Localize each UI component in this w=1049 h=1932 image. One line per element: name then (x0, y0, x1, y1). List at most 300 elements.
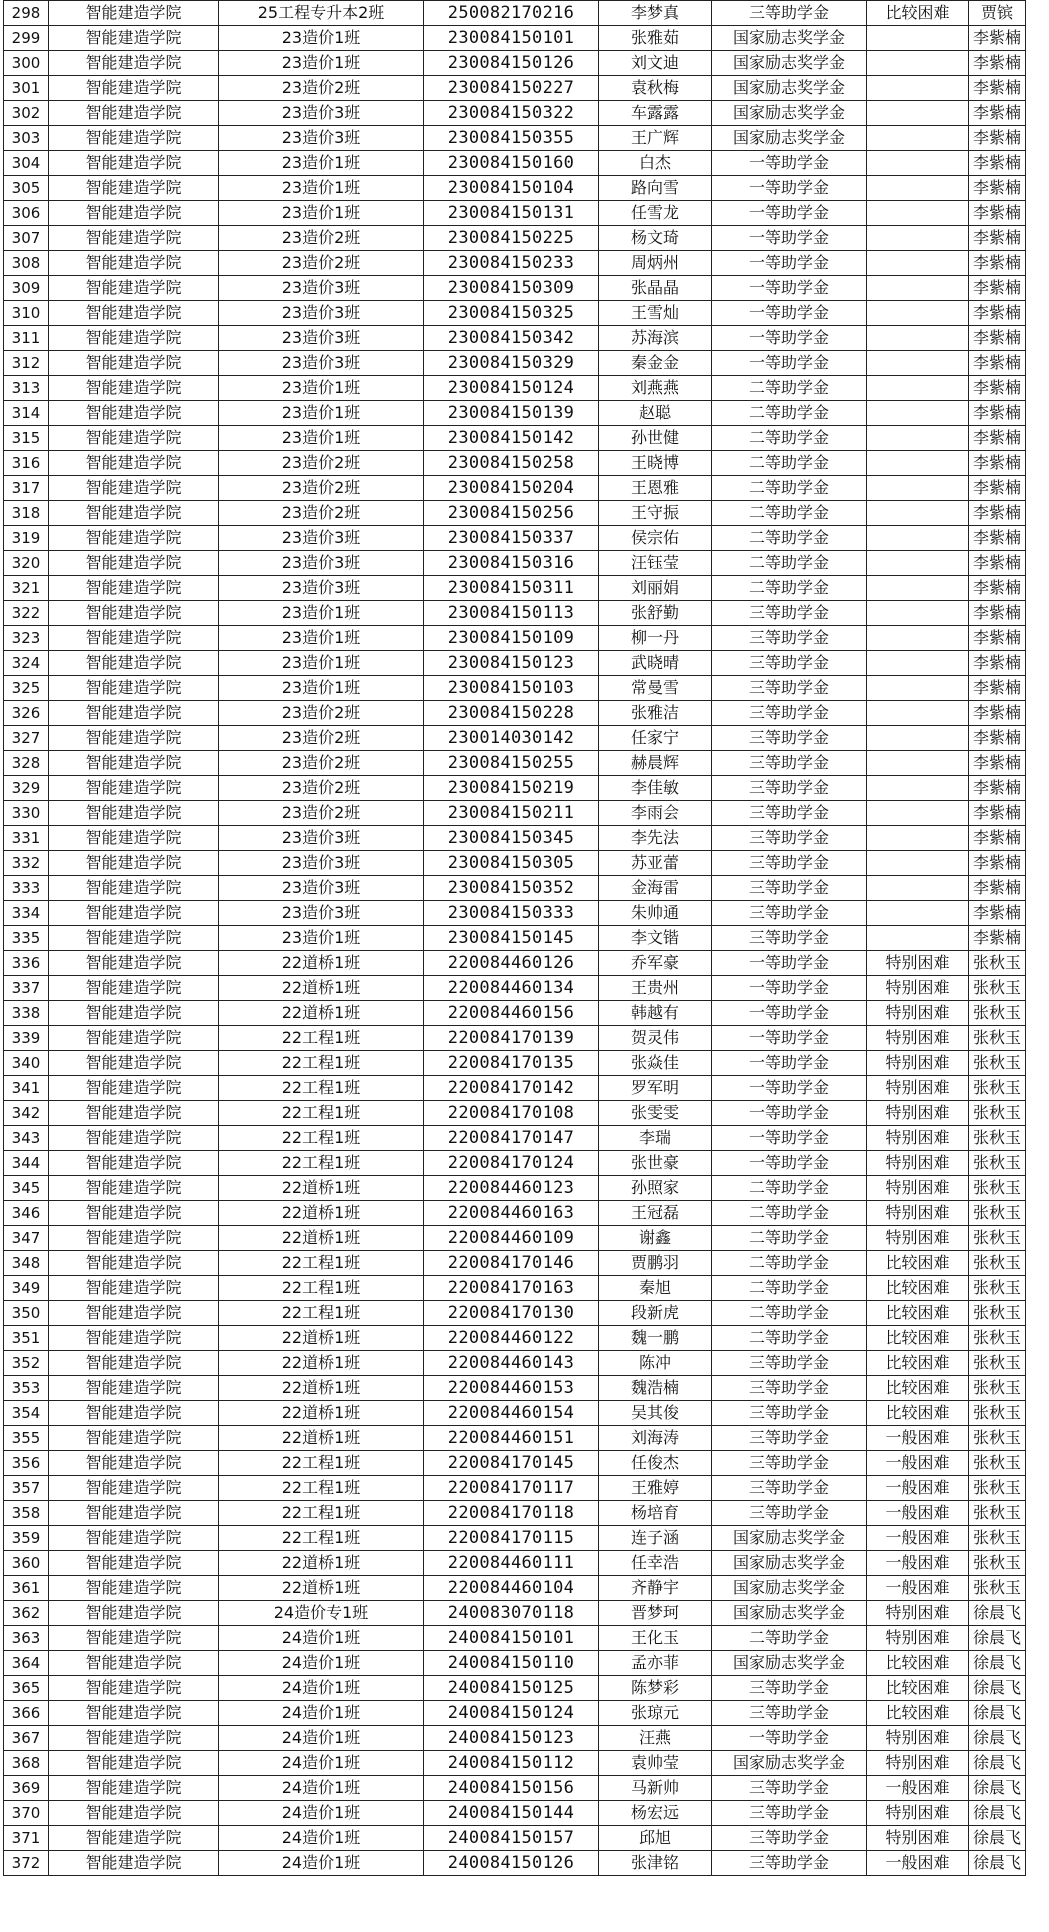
cell-difficulty (867, 701, 969, 726)
table-row (4, 1351, 1026, 1376)
cell-award: 国家励志奖学金 (712, 1651, 867, 1676)
cell-difficulty: 比较困难 (867, 1251, 969, 1276)
table-row (4, 1, 1026, 26)
cell-college: 智能建造学院 (49, 1626, 219, 1651)
cell-award: 三等助学金 (712, 801, 867, 826)
cell-name: 张世豪 (599, 1151, 712, 1176)
cell-difficulty (867, 426, 969, 451)
cell-counselor: 徐晨飞 (969, 1626, 1026, 1651)
cell-college: 智能建造学院 (49, 1726, 219, 1751)
cell-award: 一等助学金 (712, 1076, 867, 1101)
table-row (4, 426, 1026, 451)
cell-difficulty (867, 576, 969, 601)
cell-class: 22工程1班 (219, 1026, 424, 1051)
cell-student-id: 230084150256 (424, 501, 599, 526)
cell-student-id: 230084150131 (424, 201, 599, 226)
cell-class: 23造价3班 (219, 526, 424, 551)
cell-index: 360 (4, 1551, 49, 1576)
cell-class: 23造价3班 (219, 551, 424, 576)
cell-difficulty: 比较困难 (867, 1676, 969, 1701)
cell-name: 杨宏远 (599, 1801, 712, 1826)
cell-class: 23造价3班 (219, 826, 424, 851)
cell-name: 周炳州 (599, 251, 712, 276)
cell-index: 344 (4, 1151, 49, 1176)
cell-name: 苏亚蕾 (599, 851, 712, 876)
cell-name: 马新帅 (599, 1776, 712, 1801)
cell-index: 372 (4, 1851, 49, 1876)
cell-college: 智能建造学院 (49, 1451, 219, 1476)
cell-class: 23造价1班 (219, 401, 424, 426)
cell-college: 智能建造学院 (49, 1776, 219, 1801)
cell-name: 刘丽娟 (599, 576, 712, 601)
cell-difficulty (867, 876, 969, 901)
table-row (4, 451, 1026, 476)
cell-counselor: 李紫楠 (969, 226, 1026, 251)
table-row (4, 1376, 1026, 1401)
cell-name: 张琼元 (599, 1701, 712, 1726)
cell-class: 23造价2班 (219, 726, 424, 751)
cell-index: 337 (4, 976, 49, 1001)
cell-name: 罗军明 (599, 1076, 712, 1101)
cell-student-id: 220084460163 (424, 1201, 599, 1226)
table-row (4, 1476, 1026, 1501)
cell-student-id: 230084150142 (424, 426, 599, 451)
cell-name: 韩越有 (599, 1001, 712, 1026)
cell-class: 23造价1班 (219, 201, 424, 226)
cell-college: 智能建造学院 (49, 701, 219, 726)
cell-name: 刘文迪 (599, 51, 712, 76)
cell-counselor: 李紫楠 (969, 751, 1026, 776)
cell-index: 316 (4, 451, 49, 476)
cell-college: 智能建造学院 (49, 1676, 219, 1701)
cell-student-id: 230084150337 (424, 526, 599, 551)
cell-award: 国家励志奖学金 (712, 76, 867, 101)
cell-student-id: 220084170135 (424, 1051, 599, 1076)
cell-class: 22工程1班 (219, 1051, 424, 1076)
cell-student-id: 230084150345 (424, 826, 599, 851)
cell-student-id: 220084170115 (424, 1526, 599, 1551)
cell-index: 367 (4, 1726, 49, 1751)
cell-student-id: 220084460156 (424, 1001, 599, 1026)
cell-difficulty (867, 776, 969, 801)
table-row (4, 676, 1026, 701)
cell-award: 三等助学金 (712, 1826, 867, 1851)
cell-class: 23造价1班 (219, 176, 424, 201)
cell-name: 李梦真 (599, 1, 712, 26)
table-row (4, 1201, 1026, 1226)
cell-name: 杨培育 (599, 1501, 712, 1526)
cell-student-id: 240084150123 (424, 1726, 599, 1751)
cell-award: 一等助学金 (712, 951, 867, 976)
cell-name: 王广辉 (599, 126, 712, 151)
cell-award: 三等助学金 (712, 701, 867, 726)
cell-index: 302 (4, 101, 49, 126)
cell-counselor: 李紫楠 (969, 26, 1026, 51)
cell-award: 三等助学金 (712, 1401, 867, 1426)
cell-college: 智能建造学院 (49, 1276, 219, 1301)
cell-student-id: 250082170216 (424, 1, 599, 26)
cell-difficulty: 一般困难 (867, 1451, 969, 1476)
cell-counselor: 徐晨飞 (969, 1751, 1026, 1776)
cell-college: 智能建造学院 (49, 1251, 219, 1276)
cell-student-id: 220084170145 (424, 1451, 599, 1476)
cell-name: 刘海涛 (599, 1426, 712, 1451)
table-row (4, 1076, 1026, 1101)
table-row (4, 1801, 1026, 1826)
cell-student-id: 230084150123 (424, 651, 599, 676)
cell-index: 366 (4, 1701, 49, 1726)
cell-name: 乔军豪 (599, 951, 712, 976)
cell-index: 309 (4, 276, 49, 301)
cell-student-id: 240084150156 (424, 1776, 599, 1801)
cell-college: 智能建造学院 (49, 1426, 219, 1451)
cell-college: 智能建造学院 (49, 1851, 219, 1876)
table-row (4, 401, 1026, 426)
cell-student-id: 220084460109 (424, 1226, 599, 1251)
cell-counselor: 张秋玉 (969, 1401, 1026, 1426)
cell-class: 22工程1班 (219, 1526, 424, 1551)
table-row (4, 51, 1026, 76)
cell-college: 智能建造学院 (49, 1651, 219, 1676)
cell-index: 315 (4, 426, 49, 451)
cell-name: 张雯雯 (599, 1101, 712, 1126)
cell-counselor: 李紫楠 (969, 551, 1026, 576)
cell-student-id: 240084150124 (424, 1701, 599, 1726)
cell-name: 李佳敏 (599, 776, 712, 801)
table-row (4, 1126, 1026, 1151)
cell-index: 354 (4, 1401, 49, 1426)
cell-counselor: 张秋玉 (969, 1301, 1026, 1326)
cell-counselor: 李紫楠 (969, 876, 1026, 901)
cell-index: 349 (4, 1276, 49, 1301)
table-row (4, 1401, 1026, 1426)
cell-difficulty (867, 101, 969, 126)
cell-difficulty: 比较困难 (867, 1276, 969, 1301)
cell-class: 24造价1班 (219, 1726, 424, 1751)
cell-student-id: 230084150305 (424, 851, 599, 876)
cell-difficulty (867, 151, 969, 176)
cell-name: 常曼雪 (599, 676, 712, 701)
cell-class: 24造价1班 (219, 1751, 424, 1776)
cell-difficulty: 特别困难 (867, 1801, 969, 1826)
cell-index: 357 (4, 1476, 49, 1501)
cell-award: 一等助学金 (712, 1151, 867, 1176)
cell-student-id: 240083070118 (424, 1601, 599, 1626)
cell-class: 24造价1班 (219, 1801, 424, 1826)
cell-student-id: 230084150316 (424, 551, 599, 576)
cell-college: 智能建造学院 (49, 1001, 219, 1026)
cell-name: 张晶晶 (599, 276, 712, 301)
cell-counselor: 张秋玉 (969, 1451, 1026, 1476)
table-row (4, 926, 1026, 951)
cell-index: 369 (4, 1776, 49, 1801)
cell-difficulty (867, 801, 969, 826)
cell-index: 308 (4, 251, 49, 276)
cell-counselor: 李紫楠 (969, 601, 1026, 626)
cell-index: 371 (4, 1826, 49, 1851)
cell-college: 智能建造学院 (49, 1801, 219, 1826)
cell-counselor: 李紫楠 (969, 501, 1026, 526)
cell-counselor: 徐晨飞 (969, 1801, 1026, 1826)
cell-student-id: 230084150104 (424, 176, 599, 201)
cell-class: 22道桥1班 (219, 1376, 424, 1401)
cell-counselor: 李紫楠 (969, 801, 1026, 826)
cell-difficulty: 比较困难 (867, 1326, 969, 1351)
cell-student-id: 230084150139 (424, 401, 599, 426)
table-row (4, 1826, 1026, 1851)
cell-college: 智能建造学院 (49, 301, 219, 326)
cell-college: 智能建造学院 (49, 251, 219, 276)
cell-index: 338 (4, 1001, 49, 1026)
table-row (4, 26, 1026, 51)
cell-award: 一等助学金 (712, 276, 867, 301)
table-row (4, 1501, 1026, 1526)
cell-student-id: 230084150322 (424, 101, 599, 126)
cell-index: 299 (4, 26, 49, 51)
cell-college: 智能建造学院 (49, 1176, 219, 1201)
spreadsheet (3, 0, 1046, 1876)
cell-award: 二等助学金 (712, 1626, 867, 1651)
cell-difficulty: 特别困难 (867, 976, 969, 1001)
cell-class: 23造价3班 (219, 901, 424, 926)
cell-college: 智能建造学院 (49, 1076, 219, 1101)
cell-index: 317 (4, 476, 49, 501)
cell-college: 智能建造学院 (49, 776, 219, 801)
cell-college: 智能建造学院 (49, 1376, 219, 1401)
table-row (4, 876, 1026, 901)
cell-index: 333 (4, 876, 49, 901)
cell-difficulty (867, 251, 969, 276)
cell-index: 340 (4, 1051, 49, 1076)
cell-difficulty (867, 351, 969, 376)
cell-award: 一等助学金 (712, 226, 867, 251)
cell-difficulty: 特别困难 (867, 1751, 969, 1776)
cell-award: 二等助学金 (712, 451, 867, 476)
cell-student-id: 220084170142 (424, 1076, 599, 1101)
cell-award: 国家励志奖学金 (712, 1576, 867, 1601)
cell-class: 23造价1班 (219, 926, 424, 951)
cell-name: 晋梦珂 (599, 1601, 712, 1626)
cell-counselor: 张秋玉 (969, 1226, 1026, 1251)
cell-difficulty: 比较困难 (867, 1, 969, 26)
cell-award: 国家励志奖学金 (712, 1751, 867, 1776)
cell-class: 23造价3班 (219, 326, 424, 351)
cell-college: 智能建造学院 (49, 1526, 219, 1551)
table-row (4, 1326, 1026, 1351)
cell-counselor: 李紫楠 (969, 326, 1026, 351)
cell-counselor: 李紫楠 (969, 201, 1026, 226)
cell-name: 陈梦彩 (599, 1676, 712, 1701)
cell-college: 智能建造学院 (49, 901, 219, 926)
cell-name: 赫晨辉 (599, 751, 712, 776)
cell-name: 陈冲 (599, 1351, 712, 1376)
cell-difficulty: 特别困难 (867, 1151, 969, 1176)
cell-difficulty: 特别困难 (867, 1176, 969, 1201)
cell-student-id: 230084150258 (424, 451, 599, 476)
cell-index: 312 (4, 351, 49, 376)
cell-award: 国家励志奖学金 (712, 126, 867, 151)
cell-difficulty (867, 401, 969, 426)
cell-class: 23造价2班 (219, 451, 424, 476)
cell-counselor: 张秋玉 (969, 1351, 1026, 1376)
data-table (3, 0, 1026, 1876)
cell-difficulty (867, 726, 969, 751)
cell-counselor: 张秋玉 (969, 1151, 1026, 1176)
table-row (4, 126, 1026, 151)
cell-award: 二等助学金 (712, 526, 867, 551)
cell-class: 22道桥1班 (219, 951, 424, 976)
cell-award: 三等助学金 (712, 901, 867, 926)
cell-student-id: 230084150160 (424, 151, 599, 176)
cell-student-id: 230084150342 (424, 326, 599, 351)
cell-student-id: 220084170146 (424, 1251, 599, 1276)
cell-college: 智能建造学院 (49, 151, 219, 176)
cell-class: 23造价1班 (219, 151, 424, 176)
cell-name: 任幸浩 (599, 1551, 712, 1576)
cell-college: 智能建造学院 (49, 351, 219, 376)
cell-award: 三等助学金 (712, 876, 867, 901)
cell-class: 22道桥1班 (219, 1326, 424, 1351)
cell-student-id: 230084150145 (424, 926, 599, 951)
cell-student-id: 220084170108 (424, 1101, 599, 1126)
cell-counselor: 张秋玉 (969, 1426, 1026, 1451)
table-row (4, 1701, 1026, 1726)
table-row (4, 1726, 1026, 1751)
cell-counselor: 李紫楠 (969, 176, 1026, 201)
cell-award: 三等助学金 (712, 1501, 867, 1526)
table-row (4, 1001, 1026, 1026)
cell-student-id: 220084170124 (424, 1151, 599, 1176)
cell-class: 22工程1班 (219, 1501, 424, 1526)
cell-name: 李文锴 (599, 926, 712, 951)
cell-name: 王贵州 (599, 976, 712, 1001)
cell-name: 王晓博 (599, 451, 712, 476)
cell-award: 三等助学金 (712, 1, 867, 26)
cell-class: 22工程1班 (219, 1076, 424, 1101)
cell-name: 张焱佳 (599, 1051, 712, 1076)
cell-class: 23造价1班 (219, 601, 424, 626)
table-row (4, 1426, 1026, 1451)
cell-index: 325 (4, 676, 49, 701)
cell-college: 智能建造学院 (49, 326, 219, 351)
cell-class: 23造价2班 (219, 251, 424, 276)
cell-difficulty: 一般困难 (867, 1576, 969, 1601)
cell-class: 22工程1班 (219, 1451, 424, 1476)
cell-award: 三等助学金 (712, 1701, 867, 1726)
cell-college: 智能建造学院 (49, 1401, 219, 1426)
cell-difficulty (867, 451, 969, 476)
table-row (4, 151, 1026, 176)
cell-index: 347 (4, 1226, 49, 1251)
cell-student-id: 230084150227 (424, 76, 599, 101)
cell-difficulty: 特别困难 (867, 951, 969, 976)
cell-counselor: 贾镔 (969, 1, 1026, 26)
cell-student-id: 240084150144 (424, 1801, 599, 1826)
cell-index: 329 (4, 776, 49, 801)
cell-award: 国家励志奖学金 (712, 1601, 867, 1626)
cell-difficulty: 特别困难 (867, 1626, 969, 1651)
cell-counselor: 张秋玉 (969, 1026, 1026, 1051)
table-row (4, 651, 1026, 676)
cell-index: 314 (4, 401, 49, 426)
cell-class: 23造价1班 (219, 651, 424, 676)
cell-name: 刘燕燕 (599, 376, 712, 401)
table-row (4, 226, 1026, 251)
cell-student-id: 230084150228 (424, 701, 599, 726)
cell-class: 22道桥1班 (219, 1576, 424, 1601)
cell-index: 331 (4, 826, 49, 851)
cell-award: 三等助学金 (712, 726, 867, 751)
cell-index: 358 (4, 1501, 49, 1526)
cell-difficulty: 特别困难 (867, 1001, 969, 1026)
cell-college: 智能建造学院 (49, 201, 219, 226)
cell-counselor: 李紫楠 (969, 426, 1026, 451)
cell-student-id: 220084170118 (424, 1501, 599, 1526)
cell-counselor: 李紫楠 (969, 576, 1026, 601)
cell-index: 350 (4, 1301, 49, 1326)
table-body (4, 1, 1026, 1876)
cell-college: 智能建造学院 (49, 1476, 219, 1501)
cell-counselor: 张秋玉 (969, 1051, 1026, 1076)
table-row (4, 1676, 1026, 1701)
cell-college: 智能建造学院 (49, 1351, 219, 1376)
table-row (4, 101, 1026, 126)
table-row (4, 1451, 1026, 1476)
table-row (4, 326, 1026, 351)
cell-index: 346 (4, 1201, 49, 1226)
cell-class: 23造价1班 (219, 376, 424, 401)
cell-student-id: 220084170130 (424, 1301, 599, 1326)
cell-index: 339 (4, 1026, 49, 1051)
cell-difficulty: 比较困难 (867, 1651, 969, 1676)
cell-index: 304 (4, 151, 49, 176)
cell-name: 张雅茹 (599, 26, 712, 51)
cell-counselor: 张秋玉 (969, 951, 1026, 976)
cell-name: 路向雪 (599, 176, 712, 201)
cell-college: 智能建造学院 (49, 676, 219, 701)
cell-difficulty (867, 751, 969, 776)
cell-counselor: 李紫楠 (969, 926, 1026, 951)
cell-college: 智能建造学院 (49, 801, 219, 826)
cell-college: 智能建造学院 (49, 826, 219, 851)
cell-index: 345 (4, 1176, 49, 1201)
cell-counselor: 张秋玉 (969, 1251, 1026, 1276)
cell-college: 智能建造学院 (49, 501, 219, 526)
cell-index: 322 (4, 601, 49, 626)
cell-difficulty: 一般困难 (867, 1526, 969, 1551)
cell-difficulty (867, 926, 969, 951)
cell-student-id: 240084150112 (424, 1751, 599, 1776)
table-row (4, 1276, 1026, 1301)
table-row (4, 751, 1026, 776)
cell-counselor: 张秋玉 (969, 1376, 1026, 1401)
cell-name: 任俊杰 (599, 1451, 712, 1476)
table-row (4, 201, 1026, 226)
cell-college: 智能建造学院 (49, 1026, 219, 1051)
cell-difficulty: 特别困难 (867, 1051, 969, 1076)
cell-class: 23造价2班 (219, 776, 424, 801)
cell-student-id: 220084460151 (424, 1426, 599, 1451)
cell-class: 24造价1班 (219, 1676, 424, 1701)
cell-college: 智能建造学院 (49, 1, 219, 26)
cell-college: 智能建造学院 (49, 726, 219, 751)
cell-college: 智能建造学院 (49, 601, 219, 626)
cell-counselor: 徐晨飞 (969, 1776, 1026, 1801)
cell-award: 一等助学金 (712, 1026, 867, 1051)
table-row (4, 851, 1026, 876)
cell-name: 朱帅通 (599, 901, 712, 926)
cell-difficulty (867, 851, 969, 876)
